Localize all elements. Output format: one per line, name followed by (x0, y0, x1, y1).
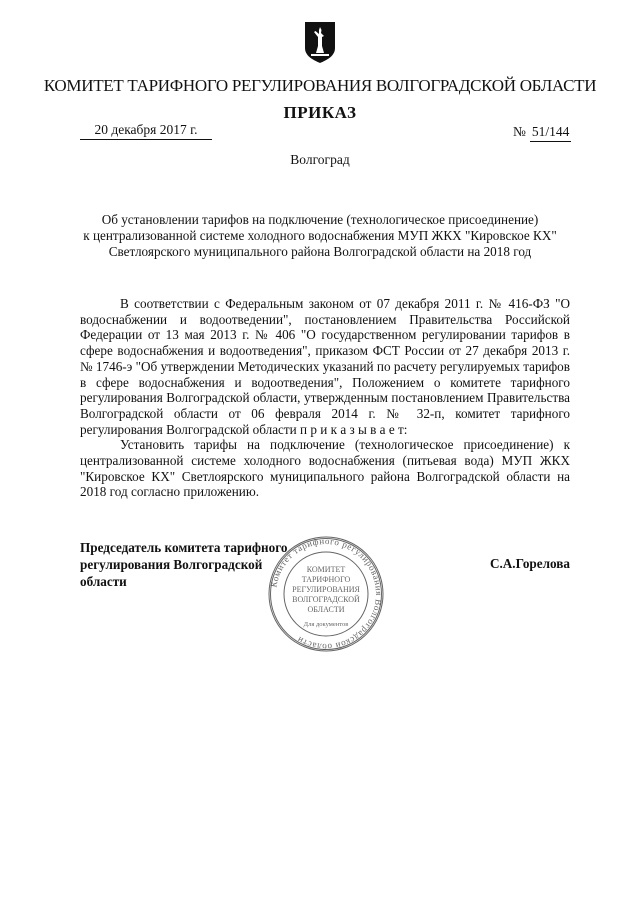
number-sign: № (513, 124, 526, 139)
preamble-paragraph: В соответствии с Федеральным законом от 07 декабря 2011 г. № 416-ФЗ "О водоснабжении и водоотведении", постановлением Правительства Российской Федерации от 13 мая 2013 г. № 406 "О государственном регулировании тарифов в сфере водоснабжения и водоотведения", приказом ФСТ России от 27 декабря 2013 г. № 1746-э "Об утверждении Методических указаний по расчету регулируемых тарифов в сфере водоснабжения и водоотведения", Положением о комитете тарифного регулирования Волгоградской области, утвержденным постановлением Правительства Волгоградской области от 06 февраля 2014 г. № 32-п, комитет тарифного регулирования Волгоградской области п р и к а з ы в а е т: (80, 296, 570, 437)
committee-name: КОМИТЕТ ТАРИФНОГО РЕГУЛИРОВАНИЯ ВОЛГОГРАДСКОЙ ОБЛАСТИ (43, 76, 597, 95)
title-line: Об установлении тарифов на подключение (технологическое присоединение) (101, 212, 539, 227)
official-seal-stamp (266, 534, 386, 654)
svg-text:Для документов: Для документов (303, 621, 349, 628)
document-type: ПРИКАЗ (283, 103, 357, 122)
svg-text:РЕГУЛИРОВАНИЯ: РЕГУЛИРОВАНИЯ (292, 585, 360, 594)
city: Волгоград (290, 152, 350, 167)
svg-text:КОМИТЕТ: КОМИТЕТ (306, 565, 346, 574)
svg-text:ТАРИФНОГО: ТАРИФНОГО (301, 575, 351, 584)
svg-text:ОБЛАСТИ: ОБЛАСТИ (307, 605, 345, 614)
signer-position-line: регулирования Волгоградской области (80, 557, 263, 589)
svg-text:Комитет тарифного регулировани: Комитет тарифного регулирования Волгоградской области (268, 535, 385, 653)
order-body (80, 296, 570, 500)
signer-position-line: Председатель комитета тарифного (80, 540, 288, 555)
title-line: Светлоярского муниципального района Волгоградской области на 2018 год (108, 244, 532, 259)
order-date: 20 декабря 2017 г. (80, 122, 212, 140)
coat-of-arms-emblem (303, 20, 337, 64)
order-number (513, 124, 571, 142)
signer-name: С.А.Горелова (489, 556, 570, 571)
order-title (70, 212, 570, 260)
title-line: к централизованной системе холодного водоснабжения МУП ЖКХ "Кировское КХ" (83, 228, 557, 243)
svg-text:ВОЛГОГРАДСКОЙ: ВОЛГОГРАДСКОЙ (292, 595, 360, 604)
number-value: 51/144 (530, 124, 572, 142)
decision-paragraph: Установить тарифы на подключение (технологическое присоединение) к централизованной системе холодного водоснабжения (питьевая вода) МУП ЖКХ "Кировское КХ" Светлоярского муниципального района Волгоградской области на 2018 год согласно приложению. (80, 437, 570, 500)
